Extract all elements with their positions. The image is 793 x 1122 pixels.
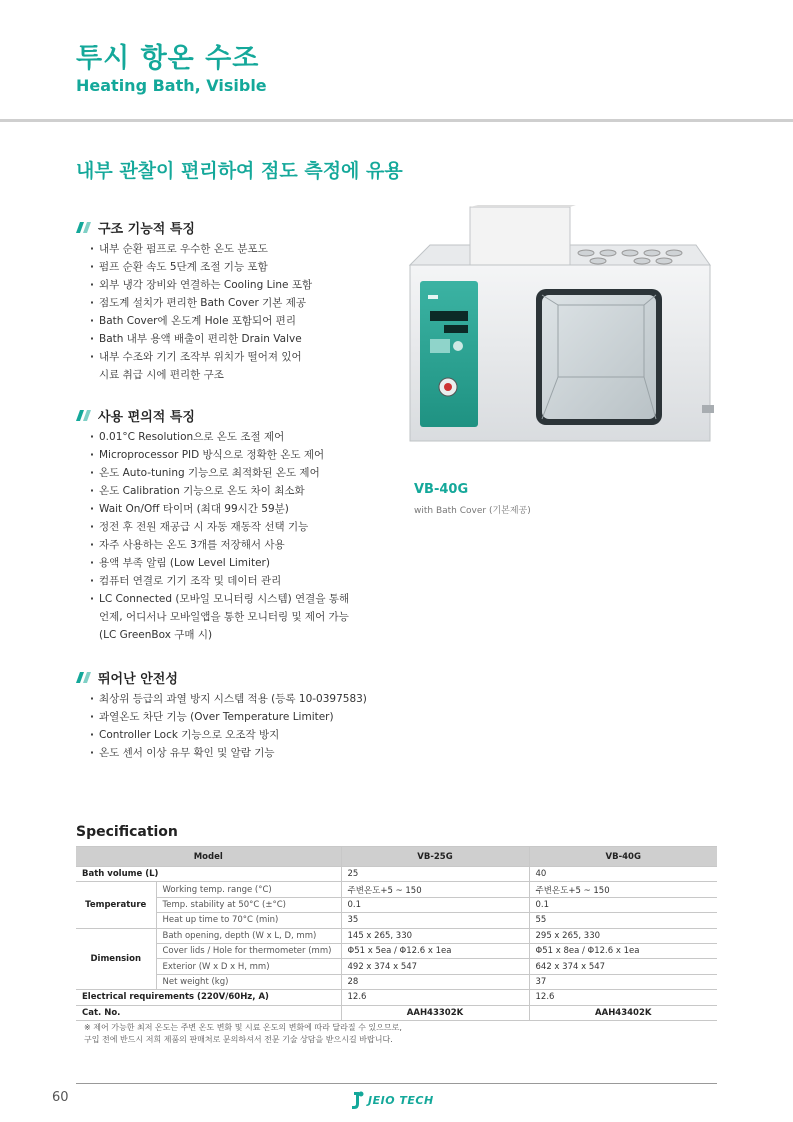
brand-name: JEIO TECH <box>368 1093 434 1107</box>
product-caption: with Bath Cover (기본제공) <box>414 506 531 516</box>
cell-value: 37 <box>529 974 717 989</box>
table-row <box>76 882 717 897</box>
cell-value: 145 x 265, 330 <box>341 928 529 943</box>
list-item: · 펌프 순환 속도 5단계 조절 기능 포함 <box>90 258 406 276</box>
cell-value: 55 <box>529 913 717 928</box>
feature-list <box>76 428 406 644</box>
cell-value: 642 x 374 x 547 <box>529 959 717 974</box>
spec-title: Specification <box>76 824 178 840</box>
list-item: · 과열온도 차단 기능 (Over Temperature Limiter) <box>90 708 406 726</box>
feature-section-safety <box>76 668 406 762</box>
row-label: Heat up time to 70°C (min) <box>156 913 341 928</box>
row-label: Working temp. range (°C) <box>156 882 341 897</box>
cell-value: Φ51 x 5ea / Φ12.6 x 1ea <box>341 943 529 958</box>
row-label: Net weight (kg) <box>156 974 341 989</box>
brand-mark-icon <box>350 1090 366 1110</box>
cell-value: 12.6 <box>341 990 529 1005</box>
table-row <box>76 959 717 974</box>
list-item: · LC Connected (모바일 모니터링 시스템) 연결을 통해 언제, 어디서나 모바일앱을 통한 모니터링 및 제어 가능 (LC GreenBox 구매 시) <box>90 590 406 644</box>
cell-value: 0.1 <box>341 897 529 912</box>
section-title: 구조 기능적 특징 <box>98 221 195 237</box>
list-item: · 용액 부족 알림 (Low Level Limiter) <box>90 554 406 572</box>
list-item: · Wait On/Off 타이머 (최대 99시간 59분) <box>90 500 406 518</box>
feature-section-convenience <box>76 406 406 644</box>
cell-value: 0.1 <box>529 897 717 912</box>
row-label: Electrical requirements (220V/60Hz, A) <box>76 990 341 1005</box>
headline: 내부 관찰이 편리하여 점도 측정에 유용 <box>76 160 403 182</box>
cell-value: 28 <box>341 974 529 989</box>
list-item: · Controller Lock 기능으로 오조작 방지 <box>90 726 406 744</box>
list-item: · 내부 수조와 기기 조작부 위치가 떨어져 있어 시료 취급 시에 편리한 구조 <box>90 348 406 384</box>
feature-section-structure <box>76 218 406 384</box>
list-item: · 온도 센서 이상 유무 확인 및 알람 기능 <box>90 744 406 762</box>
title-divider <box>0 119 793 122</box>
section-marker-icon <box>76 672 92 683</box>
row-label: Temp. stability at 50°C (±°C) <box>156 897 341 912</box>
cell-value: 25 <box>341 867 529 882</box>
column-header: Model <box>76 847 341 867</box>
footer-divider <box>76 1083 717 1084</box>
row-label: Bath volume (L) <box>76 867 341 882</box>
table-row <box>76 1005 717 1020</box>
product-image <box>408 205 718 445</box>
brand-logo <box>350 1090 434 1110</box>
spec-table <box>76 846 717 1021</box>
list-item: · 0.01°C Resolution으로 온도 조절 제어 <box>90 428 406 446</box>
cell-value: 40 <box>529 867 717 882</box>
column-header: VB-40G <box>529 847 717 867</box>
row-label: Exterior (W x D x H, mm) <box>156 959 341 974</box>
cell-value: 12.6 <box>529 990 717 1005</box>
row-group-label: Temperature <box>76 882 156 928</box>
page-subtitle: Heating Bath, Visible <box>76 76 267 95</box>
section-heading <box>76 406 406 424</box>
table-header-row <box>76 847 717 867</box>
section-title: 사용 편의적 특징 <box>98 409 195 425</box>
row-label: Cover lids / Hole for thermometer (mm) <box>156 943 341 958</box>
cell-value: Φ51 x 8ea / Φ12.6 x 1ea <box>529 943 717 958</box>
list-item: · Microprocessor PID 방식으로 정확한 온도 제어 <box>90 446 406 464</box>
table-row <box>76 913 717 928</box>
list-item: · 점도계 설치가 편리한 Bath Cover 기본 제공 <box>90 294 406 312</box>
table-row <box>76 867 717 882</box>
table-row <box>76 943 717 958</box>
list-item: · 컴퓨터 연결로 기기 조작 및 데이터 관리 <box>90 572 406 590</box>
list-item: · 자주 사용하는 온도 3개를 저장해서 사용 <box>90 536 406 554</box>
list-item: · Bath 내부 용액 배출이 편리한 Drain Valve <box>90 330 406 348</box>
heating-bath-illustration <box>408 205 718 445</box>
row-label: Cat. No. <box>76 1005 341 1020</box>
section-title: 뛰어난 안전성 <box>98 671 178 687</box>
page-number: 60 <box>52 1090 69 1105</box>
section-heading <box>76 668 406 686</box>
list-item: · 최상위 등급의 과열 방지 시스템 적용 (등록 10-0397583) <box>90 690 406 708</box>
cell-value: 주변온도+5 ~ 150 <box>529 882 717 897</box>
section-marker-icon <box>76 222 92 233</box>
row-label: Bath opening, depth (W x L, D, mm) <box>156 928 341 943</box>
row-group-label: Dimension <box>76 928 156 990</box>
table-row <box>76 897 717 912</box>
section-heading <box>76 218 406 236</box>
list-item: · 외부 냉각 장비와 연결하는 Cooling Line 포함 <box>90 276 406 294</box>
list-item: · 내부 순환 펌프로 우수한 온도 분포도 <box>90 240 406 258</box>
list-item: · 정전 후 전원 재공급 시 자동 재동작 선택 기능 <box>90 518 406 536</box>
cell-value: 295 x 265, 330 <box>529 928 717 943</box>
feature-list <box>76 690 406 762</box>
table-row <box>76 990 717 1005</box>
cell-value: AAH43402K <box>529 1005 717 1020</box>
cell-value: 주변온도+5 ~ 150 <box>341 882 529 897</box>
section-marker-icon <box>76 410 92 421</box>
table-row <box>76 928 717 943</box>
cell-value: AAH43302K <box>341 1005 529 1020</box>
table-row <box>76 974 717 989</box>
page-title: 투시 항온 수조 <box>76 43 260 74</box>
list-item: · 온도 Calibration 기능으로 온도 차이 최소화 <box>90 482 406 500</box>
product-model-name: VB-40G <box>414 482 469 497</box>
feature-list <box>76 240 406 384</box>
list-item: · Bath Cover에 온도계 Hole 포함되어 편리 <box>90 312 406 330</box>
footnote: ※ 제어 가능한 최저 온도는 주변 온도 변화 및 시료 온도의 변화에 따라 달라질 수 있으므로, 구입 전에 반드시 저희 제품의 판매처로 문의하셔서 전문 기술 상담을 받으시길 바랍니다. <box>84 1023 402 1044</box>
cell-value: 492 x 374 x 547 <box>341 959 529 974</box>
column-header: VB-25G <box>341 847 529 867</box>
list-item: · 온도 Auto-tuning 기능으로 최적화된 온도 제어 <box>90 464 406 482</box>
cell-value: 35 <box>341 913 529 928</box>
